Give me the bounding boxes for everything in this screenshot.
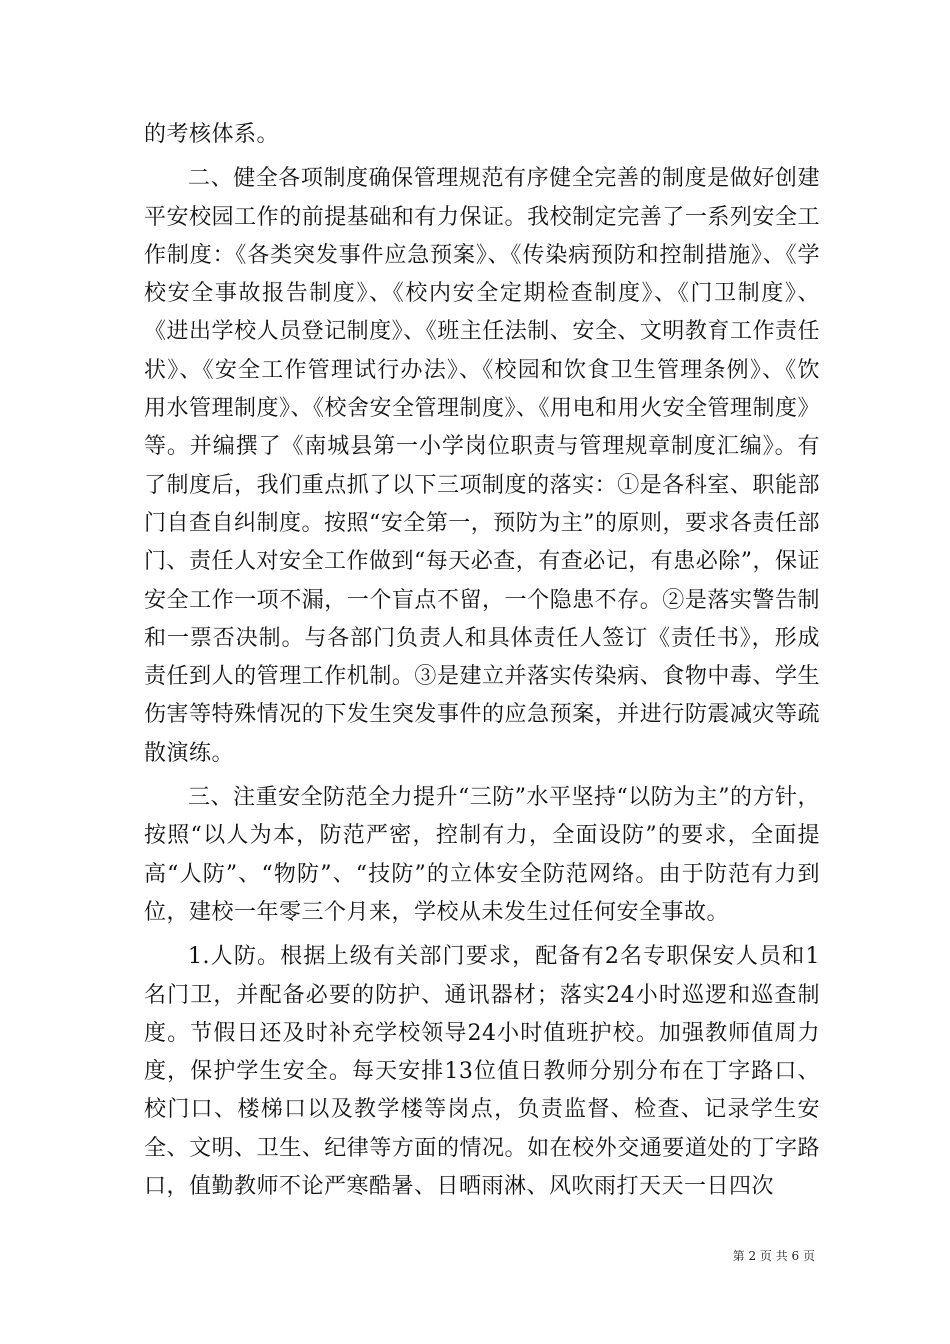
page-number-footer: 第 2 页 共 6 页 (732, 1249, 815, 1263)
paragraph-section-three: 三、注重安全防范全力提升“三防”水平坚持“以防为主”的方针，按照“以人为本，防范严密，控制有力，全面设防”的要求，全面提高“人防”、“物防”、“技防”的立体安全防范网络。由于防范有力到位，建校一年零三个月来，学校从未发生过任何安全事故。 (144, 785, 821, 925)
paragraph-personnel-defense: 1.人防。根据上级有关部门要求，配备有2名专职保安人员和1名门卫，并配备必要的防护、通讯器材；落实24小时巡逻和巡查制度。节假日还及时补充学校领导24小时值班护校。加强教师值周力度，保护学生安全。每天安排13位值日教师分别分布在丁字路口、校门口、楼梯口以及教学楼等岗点，负责监督、检查、记录学生安全、文明、卫生、纪律等方面的情况。如在校外交通要道处的丁字路口，值勤教师不论严寒酷暑、日晒雨淋、风吹雨打天天一日四次 (144, 944, 820, 1200)
document-body (144, 116, 820, 1206)
paragraph-continuation: 的考核体系。 (144, 122, 280, 147)
paragraph-section-two: 二、健全各项制度确保管理规范有序健全完善的制度是做好创建平安校园工作的前提基础和有力保证。我校制定完善了一系列安全工作制度：《各类突发事件应急预案》、《传染病预防和控制措施》、《学校安全事故报告制度》、《校内安全定期检查制度》、《门卫制度》、《进出学校人员登记制度》、《班主任法制、安全、文明教育工作责任状》、《安全工作管理试行办法》、《校园和饮食卫生管理条例》、《饮用水管理制度》、《校舍安全管理制度》、《用电和用火安全管理制度》等。并编撰了《南城县第一小学岗位职责与管理规章制度汇编》。有了制度后，我们重点抓了以下三项制度的落实：①是各科室、职能部门自查自纠制度。按照“安全第一，预防为主”的原则，要求各责任部门、责任人对安全工作做到“每天必查，有查必记，有患必除”，保证安全工作一项不漏，一个盲点不留，一个隐患不存。②是落实警告制和一票否决制。与各部门负责人和具体责任人签订《责任书》，形成责任到人的管理工作机制。③是建立并落实传染病、食物中毒、学生伤害等特殊情况的下发生突发事件的应急预案，并进行防震减灾等疏散演练。 (144, 166, 821, 766)
